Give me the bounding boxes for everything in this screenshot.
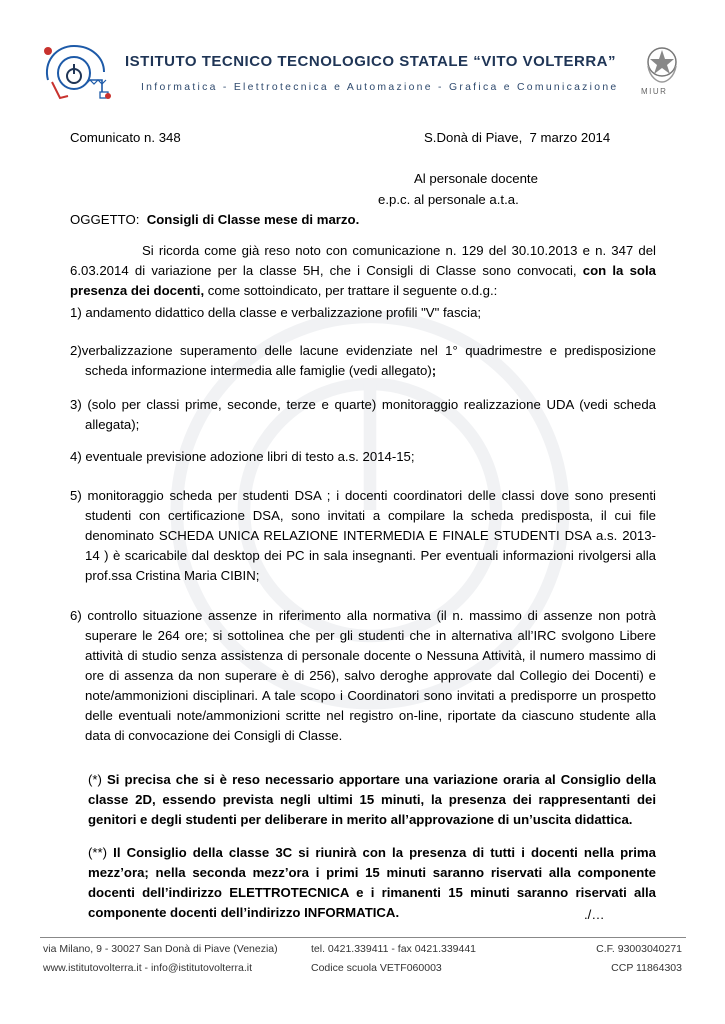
agenda-item-5: 5) monitoraggio scheda per studenti DSA ; i docenti coordinatori delle classi dove sono presenti studenti con certificazione DSA, sono invitati a compilare la scheda predisposta, il cui file denominato SCHEDA UNICA RELAZIONE INTERMEDIA E FINALE STUDENTI DSA a.s. 2013-14 ) è scaricabile dal desktop dei PC in sala insegnanti. Per eventuali informazioni rivolgersi alla prof.ssa Cristina Maria CIBIN; [70, 488, 656, 583]
intro-paragraph [70, 241, 656, 301]
footer-school-code: Codice scuola VETF060003 [311, 962, 442, 974]
footer-tax-code: C.F. 93003040271 [596, 943, 682, 955]
note-second [88, 843, 656, 923]
note-first-marker: (*) [88, 772, 102, 787]
agenda-item-1: 1) andamento didattico della classe e verbalizzazione profili "V" fascia; [70, 305, 482, 320]
note-second-marker: (**) [88, 845, 108, 860]
subject-text: Consigli di Classe mese di marzo. [146, 212, 360, 227]
footer-phone-fax: tel. 0421.339411 - fax 0421.339441 [311, 943, 477, 955]
communication-number: Comunicato n. 348 [70, 130, 181, 145]
italian-republic-emblem [644, 44, 680, 84]
agenda-item-2-text: 2)verbalizzazione superamento delle lacune evidenziate nel 1° quadrimestre e predisposizione scheda informazione intermedia alle famiglie (vedi allegato) [70, 343, 656, 378]
miur-label: MIUR [641, 87, 668, 96]
footer-ccp: CCP 11864303 [611, 962, 682, 974]
subject-label: OGGETTO: [70, 212, 140, 227]
recipient-ata: e.p.c. al personale a.t.a. [378, 192, 519, 207]
institute-logo [38, 40, 118, 106]
subject-line [70, 210, 359, 230]
agenda-item-2 [70, 341, 656, 381]
agenda-item-4: 4) eventuale previsione adozione libri di testo a.s. 2014-15; [70, 449, 415, 464]
footer-web-email: www.istitutovolterra.it - info@istitutovolterra.it [43, 962, 253, 974]
note-second-text: Il Consiglio della classe 3C si riunirà con la presenza di tutti i docenti nella prima mezz’ora; nella seconda mezz’ora i primi 15 minuti saranno riservati alla componente docenti dell’indirizzo ELETTROTECNICA e i rimanenti 15 minuti saranno riservati alla componente docenti dell’indirizzo INFORMATICA. [88, 845, 656, 920]
intro-text-bold: con la sola presenza dei docenti, [70, 263, 656, 298]
agenda-item-3: 3) (solo per classi prime, seconde, terze e quarte) monitoraggio realizzazione UDA (vedi scheda allegata); [70, 397, 656, 432]
footer-divider [40, 937, 686, 938]
note-first-text: Si precisa che si è reso necessario apportare una variazione oraria al Consiglio della classe 2D, essendo prevista negli ultimi 15 minuti, la presenza dei rappresentanti dei genitori e degli studenti per deliberare in merito all’approvazione di un’uscita didattica. [88, 772, 656, 827]
place-date: S.Donà di Piave, 7 marzo 2014 [424, 130, 611, 145]
footer-address: via Milano, 9 - 30027 San Donà di Piave (Venezia) [43, 943, 278, 955]
institute-subtitle: Informatica - Elettrotecnica e Automazione - Grafica e Comunicazione [141, 82, 619, 93]
intro-text-b: come sottoindicato, per trattare il seguente o.d.g.: [204, 283, 498, 298]
continue-mark: ./… [584, 907, 605, 922]
agenda-item-2-end: ; [431, 363, 437, 378]
agenda-item-6: 6) controllo situazione assenze in riferimento alla normativa (il n. massimo di assenze non potrà superare le 264 ore; si sottolinea che per gli studenti che in alternativa all’IRC svolgono Libere attività di studio senza assistenza di personale docente o Nessuna Attività, il numero massimo di ore di assenza da non superare è di 256), salvo deroghe approvate dal Collegio dei Docenti) e note/ammonizioni disciplinari. A tale scopo i Coordinatori sono invitati a predisporre un prospetto delle eventuali note/ammonizioni scritte nel registro on-line, riportate da ciascuno studente alla data di convocazione dei Consigli di Classe. [70, 608, 656, 743]
intro-text-a: Si ricorda come già reso noto con comunicazione n. 129 del 30.10.2013 e n. 347 del 6.03.2014 di variazione per la classe 5H, che i Consigli di Classe sono convocati, [70, 243, 656, 278]
recipient-teachers: Al personale docente [414, 171, 538, 186]
note-first [88, 770, 656, 830]
institute-name: ISTITUTO TECNICO TECNOLOGICO STATALE “VITO VOLTERRA” [125, 53, 616, 70]
